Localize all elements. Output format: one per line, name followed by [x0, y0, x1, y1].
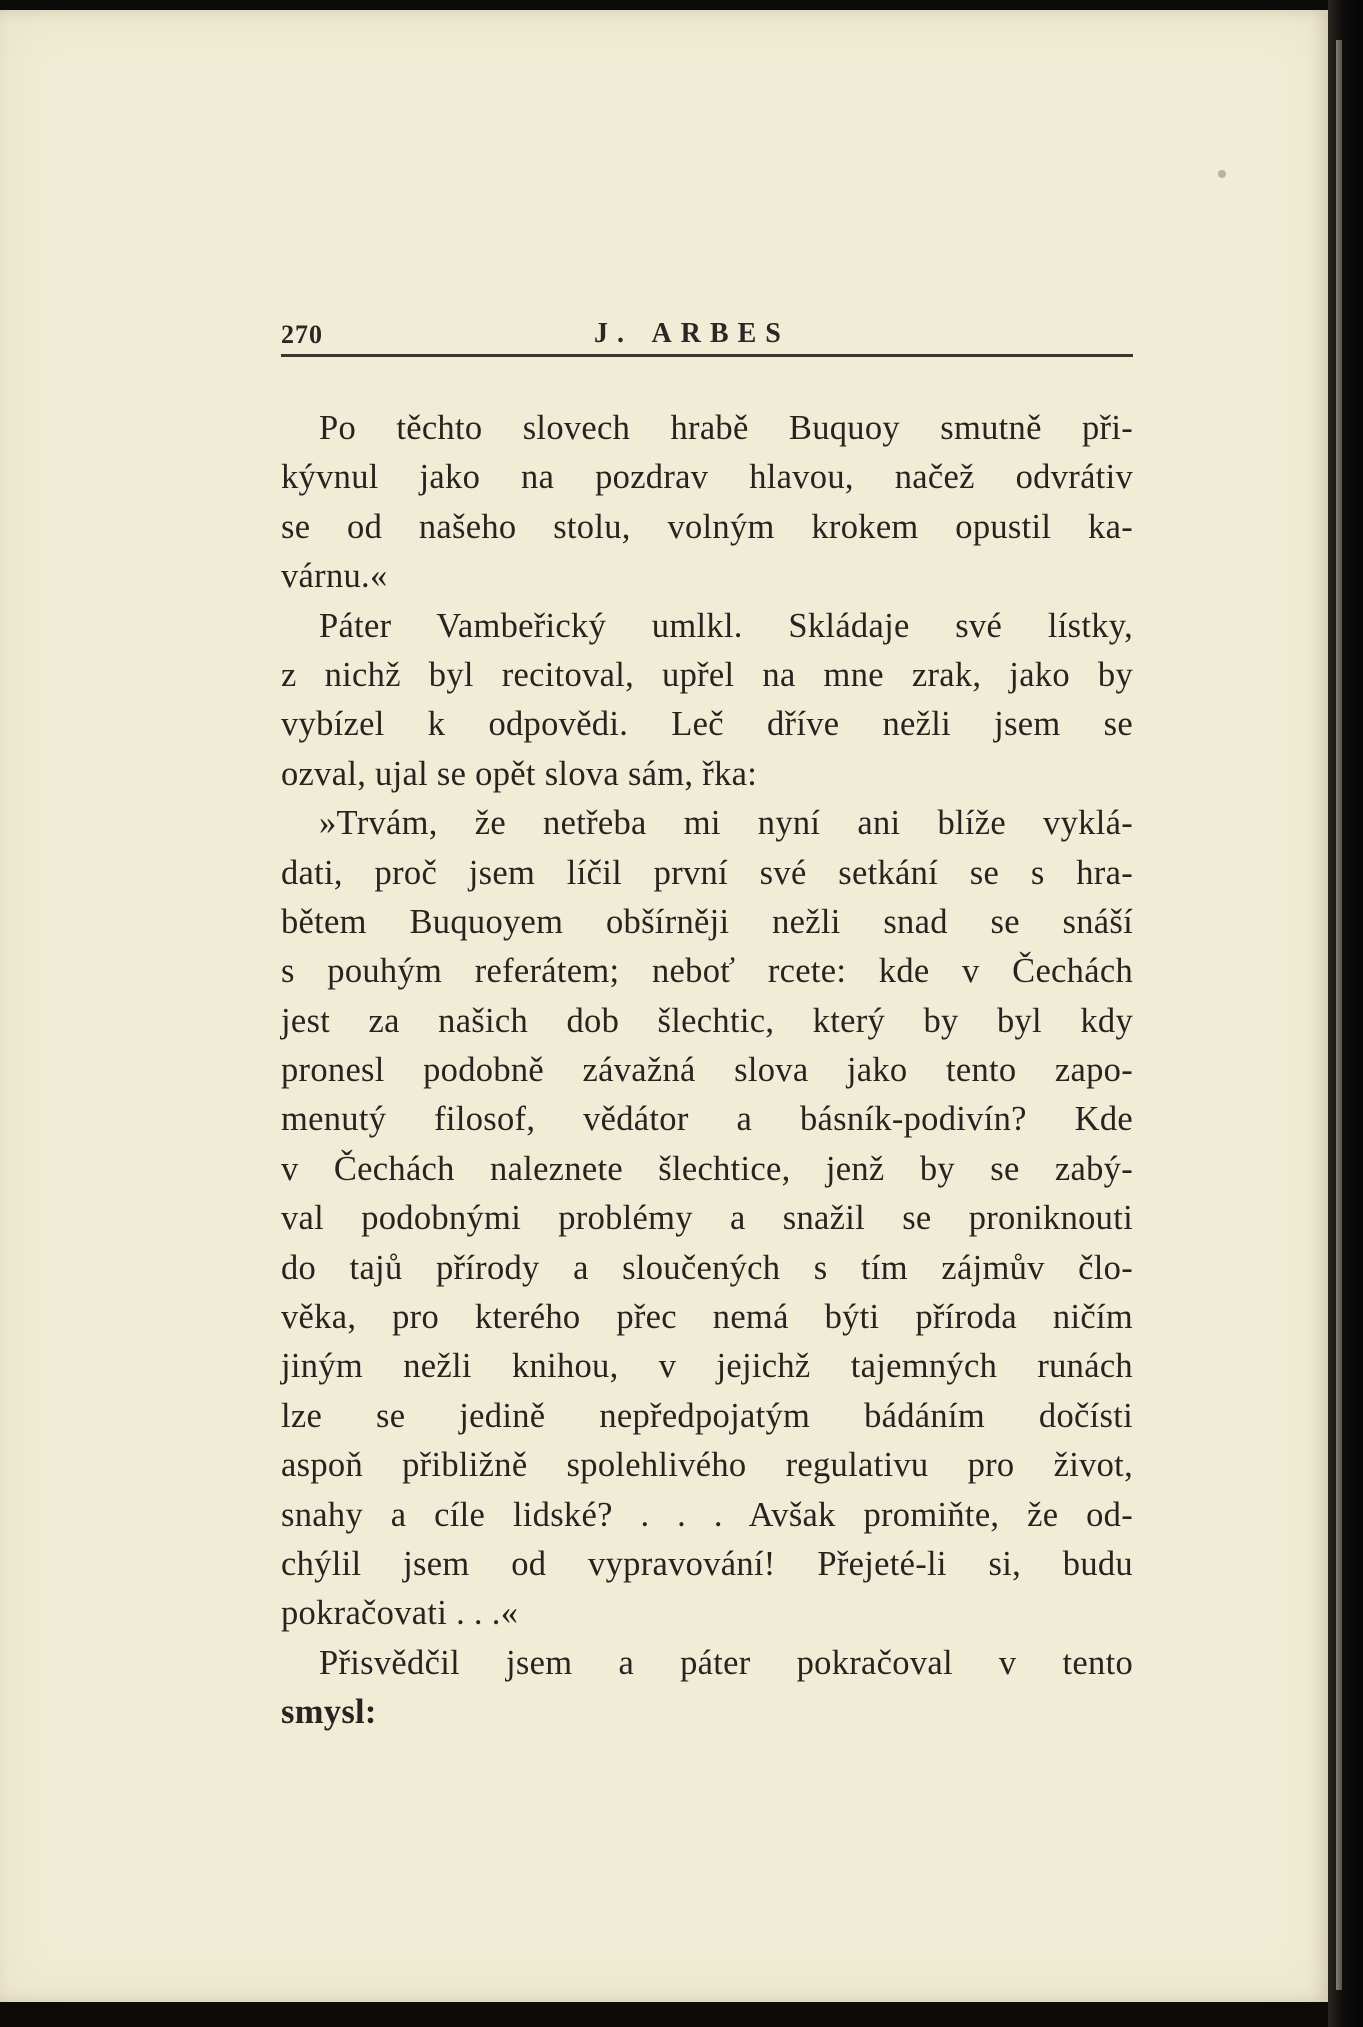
text-line: ozval, ujal se opět slova sám, řka:: [281, 754, 758, 793]
text-line: bětem Buquoyem obšírněji nežli snad se snáší: [281, 902, 1133, 941]
running-head: J. ARBES: [594, 318, 790, 349]
text-line: Páter Vambeřický umlkl. Skládaje své lístky,: [319, 606, 1133, 645]
text-line: »Trvám, že netřeba mi nyní ani blíže vyklá-: [319, 804, 1133, 843]
paper-speck: [1218, 170, 1226, 178]
text-line: věka, pro kterého přec nemá býti příroda ničím: [281, 1298, 1133, 1337]
body-text: [281, 404, 1133, 1738]
page-number: 270: [281, 320, 323, 349]
text-line: se od našeho stolu, volným krokem opustil ka-: [281, 507, 1133, 546]
text-line: pokračovati . . .«: [281, 1594, 519, 1633]
text-line: menutý filosof, vědátor a básník-podivín? Kde: [281, 1100, 1133, 1139]
text-line: v Čechách naleznete šlechtice, jenž by se zabý-: [281, 1149, 1133, 1188]
text-line: s pouhým referátem; neboť rcete: kde v Čechách: [281, 952, 1133, 991]
text-line: várnu.«: [281, 557, 388, 596]
text-line: val podobnými problémy a snažil se proniknouti: [281, 1199, 1133, 1238]
header-rule: [281, 354, 1133, 357]
text-line: do tajů přírody a sloučených s tím zájmův člo-: [281, 1248, 1133, 1287]
text-line: dati, proč jsem líčil první své setkání se s hra-: [281, 853, 1133, 892]
text-line: snahy a cíle lidské? . . . Avšak promiňte, že od-: [281, 1495, 1133, 1534]
text-line: lze se jedině nepředpojatým bádáním dočísti: [281, 1396, 1133, 1435]
text-line: kývnul jako na pozdrav hlavou, načež odvrátiv: [281, 458, 1133, 497]
page-edge-strip: [1336, 40, 1342, 1990]
text-line: pronesl podobně závažná slova jako tento zapo-: [281, 1051, 1133, 1090]
page-edge: [1328, 0, 1363, 2027]
text-line: smysl:: [281, 1693, 377, 1732]
text-line: Po těchto slovech hrabě Buquoy smutně při-: [319, 409, 1133, 447]
page-header: [281, 312, 1133, 358]
text-line: jest za našich dob šlechtic, který by byl kdy: [281, 1001, 1133, 1040]
text-line: aspoň přibližně spolehlivého regulativu pro život,: [281, 1446, 1133, 1485]
text-line: Přisvědčil jsem a páter pokračoval v tento: [319, 1643, 1133, 1682]
text-line: z nichž byl recitoval, upřel na mne zrak, jako by: [281, 655, 1133, 694]
text-line: chýlil jsem od vypravování! Přejeté-li si, budu: [281, 1544, 1133, 1583]
text-line: jiným nežli knihou, v jejichž tajemných runách: [281, 1347, 1133, 1386]
text-line: vybízel k odpovědi. Leč dříve nežli jsem se: [281, 705, 1133, 744]
